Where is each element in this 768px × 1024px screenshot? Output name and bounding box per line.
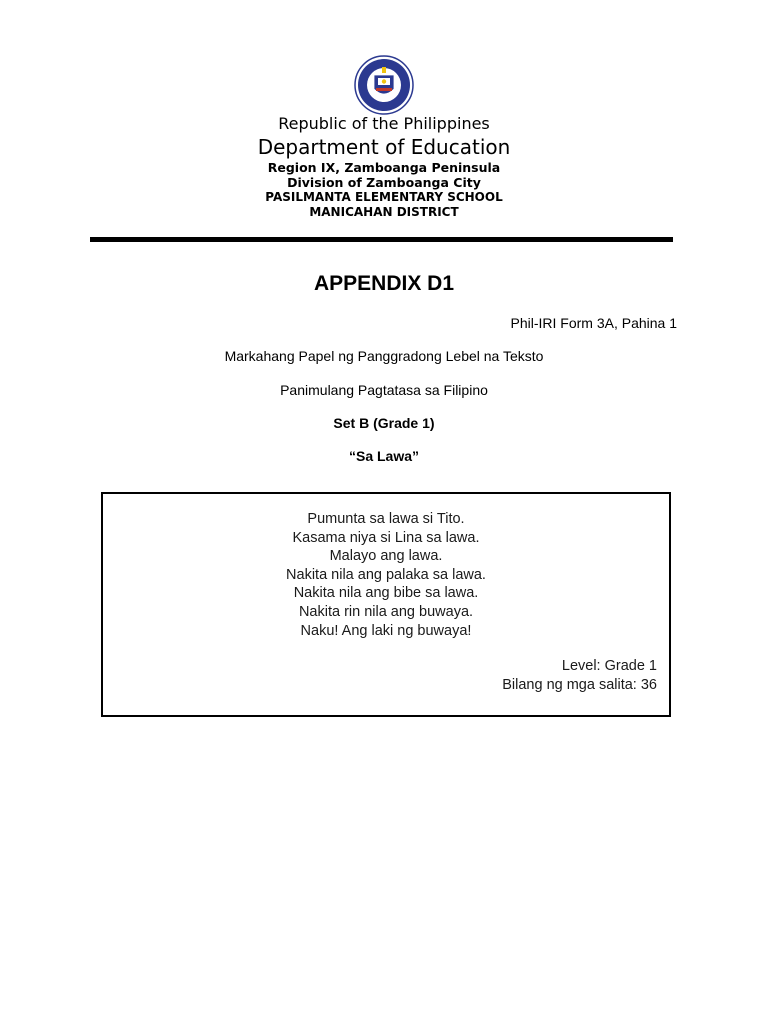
set-grade-label: Set B (Grade 1)	[333, 415, 435, 431]
story-title: “Sa Lawa”	[348, 448, 420, 464]
header-divider	[90, 237, 673, 242]
passage-line: Pumunta sa lawa si Tito.	[307, 511, 465, 527]
school-heading: PASILMANTA ELEMENTARY SCHOOL	[265, 190, 503, 204]
region-heading: Region IX, Zamboanga Peninsula	[267, 160, 501, 175]
passage-line: Nakita nila ang bibe sa lawa.	[293, 585, 479, 602]
division-heading: Division of Zamboanga City	[287, 175, 481, 190]
deped-seal-icon	[352, 55, 416, 115]
district-heading: MANICAHAN DISTRICT	[309, 205, 459, 219]
passage-line: Nakita rin nila ang buwaya.	[298, 603, 474, 620]
passage-line: Naku! Ang laki ng buwaya!	[300, 622, 472, 639]
reading-passage-box	[101, 492, 671, 717]
level-label: Level: Grade 1	[561, 658, 657, 674]
word-count-label: Bilang ng mga salita: 36	[502, 676, 657, 693]
passage-lines	[103, 510, 669, 640]
republic-heading: Republic of the Philippines	[278, 114, 490, 133]
passage-meta	[502, 657, 657, 694]
department-heading: Department of Education	[257, 135, 511, 159]
passage-line: Nakita nila ang palaka sa lawa.	[286, 566, 486, 583]
form-reference: Phil-IRI Form 3A, Pahina 1	[510, 315, 677, 331]
document-subtitle: Markahang Papel ng Panggradong Lebel na Teksto	[224, 348, 544, 364]
assessment-subtitle: Panimulang Pagtatasa sa Filipino	[280, 382, 488, 398]
passage-line: Kasama niya si Lina sa lawa.	[292, 529, 480, 546]
page-title: APPENDIX D1	[313, 272, 455, 295]
passage-line: Malayo ang lawa.	[329, 548, 443, 565]
